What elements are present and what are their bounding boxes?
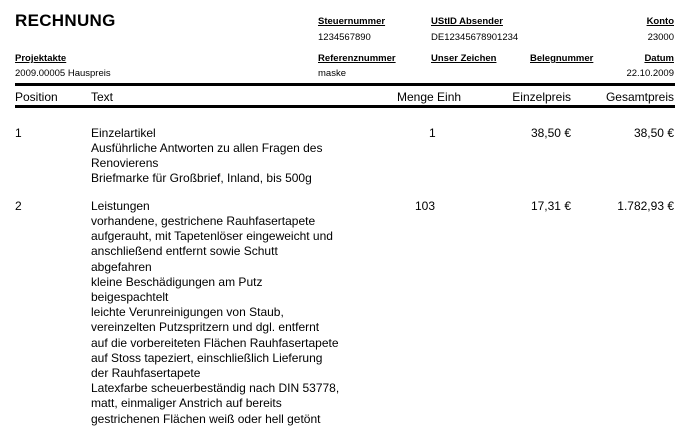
item-gesamtpreis: 38,50 € [633, 126, 674, 140]
column-header-divider [15, 105, 675, 108]
konto-value: 23000 [647, 32, 674, 43]
item-menge: 103 [415, 199, 436, 213]
projektakte-label: Projektakte [15, 53, 67, 64]
item-menge: 1 [429, 126, 436, 140]
konto-label: Konto [646, 16, 674, 27]
column-gesamtpreis: Gesamtpreis [605, 90, 674, 104]
item-einzelpreis: 17,31 € [530, 199, 571, 213]
column-position: Position [15, 90, 58, 104]
projektakte-value: 2009.00005 Hauspreis [15, 68, 111, 79]
item-title: Leistungen [91, 199, 150, 213]
datum-value: 22.10.2009 [626, 68, 674, 79]
belegnummer-label: Belegnummer [530, 53, 594, 64]
item-position: 2 [15, 199, 22, 213]
item-title: Einzelartikel [91, 126, 156, 140]
header-divider [15, 83, 675, 86]
ustid-label: UStID Absender [431, 16, 503, 27]
item-einzelpreis: 38,50 € [530, 126, 571, 140]
referenznummer-label: Referenznummer [318, 53, 396, 64]
item-gesamtpreis: 1.782,93 € [617, 199, 674, 213]
column-text: Text [91, 90, 114, 104]
ustid-value: DE12345678901234 [431, 32, 519, 43]
datum-label: Datum [644, 53, 674, 64]
item-description: vorhandene, gestrichene Rauhfasertapete aufgerauht, mit Tapetenlöser eingeweicht und anschließend entfernt sowie Schutt abgefahren kleine Beschädigungen am Putz beigespachtelt leichte Verunreinigungen von Staub, vereinzelten Putzspritzern und dgl. entfernt auf die vorbereiteten Flächen Rauhfasertapete auf Stoss tapeziert, einschließlich Lieferung der Rauhfasertapete Latexfarbe scheuerbeständig nach DIN 53778, matt, einmaliger Anstrich auf bereits gestrichenen Flächen weiß oder hell getönt [91, 214, 340, 426]
column-einzelpreis: Einzelpreis [512, 90, 571, 104]
unser-zeichen-label: Unser Zeichen [431, 53, 497, 64]
referenznummer-value: maske [318, 68, 346, 79]
item-position: 1 [15, 126, 22, 140]
steuernummer-value: 1234567890 [318, 32, 371, 43]
steuernummer-label: Steuernummer [318, 16, 386, 27]
item-description: Ausführliche Antworten zu allen Fragen des Renovierens Briefmarke für Großbrief, Inland, bis 500g [91, 141, 323, 186]
column-menge-einh: Menge Einh [397, 90, 462, 104]
document-title: RECHNUNG [15, 11, 116, 30]
